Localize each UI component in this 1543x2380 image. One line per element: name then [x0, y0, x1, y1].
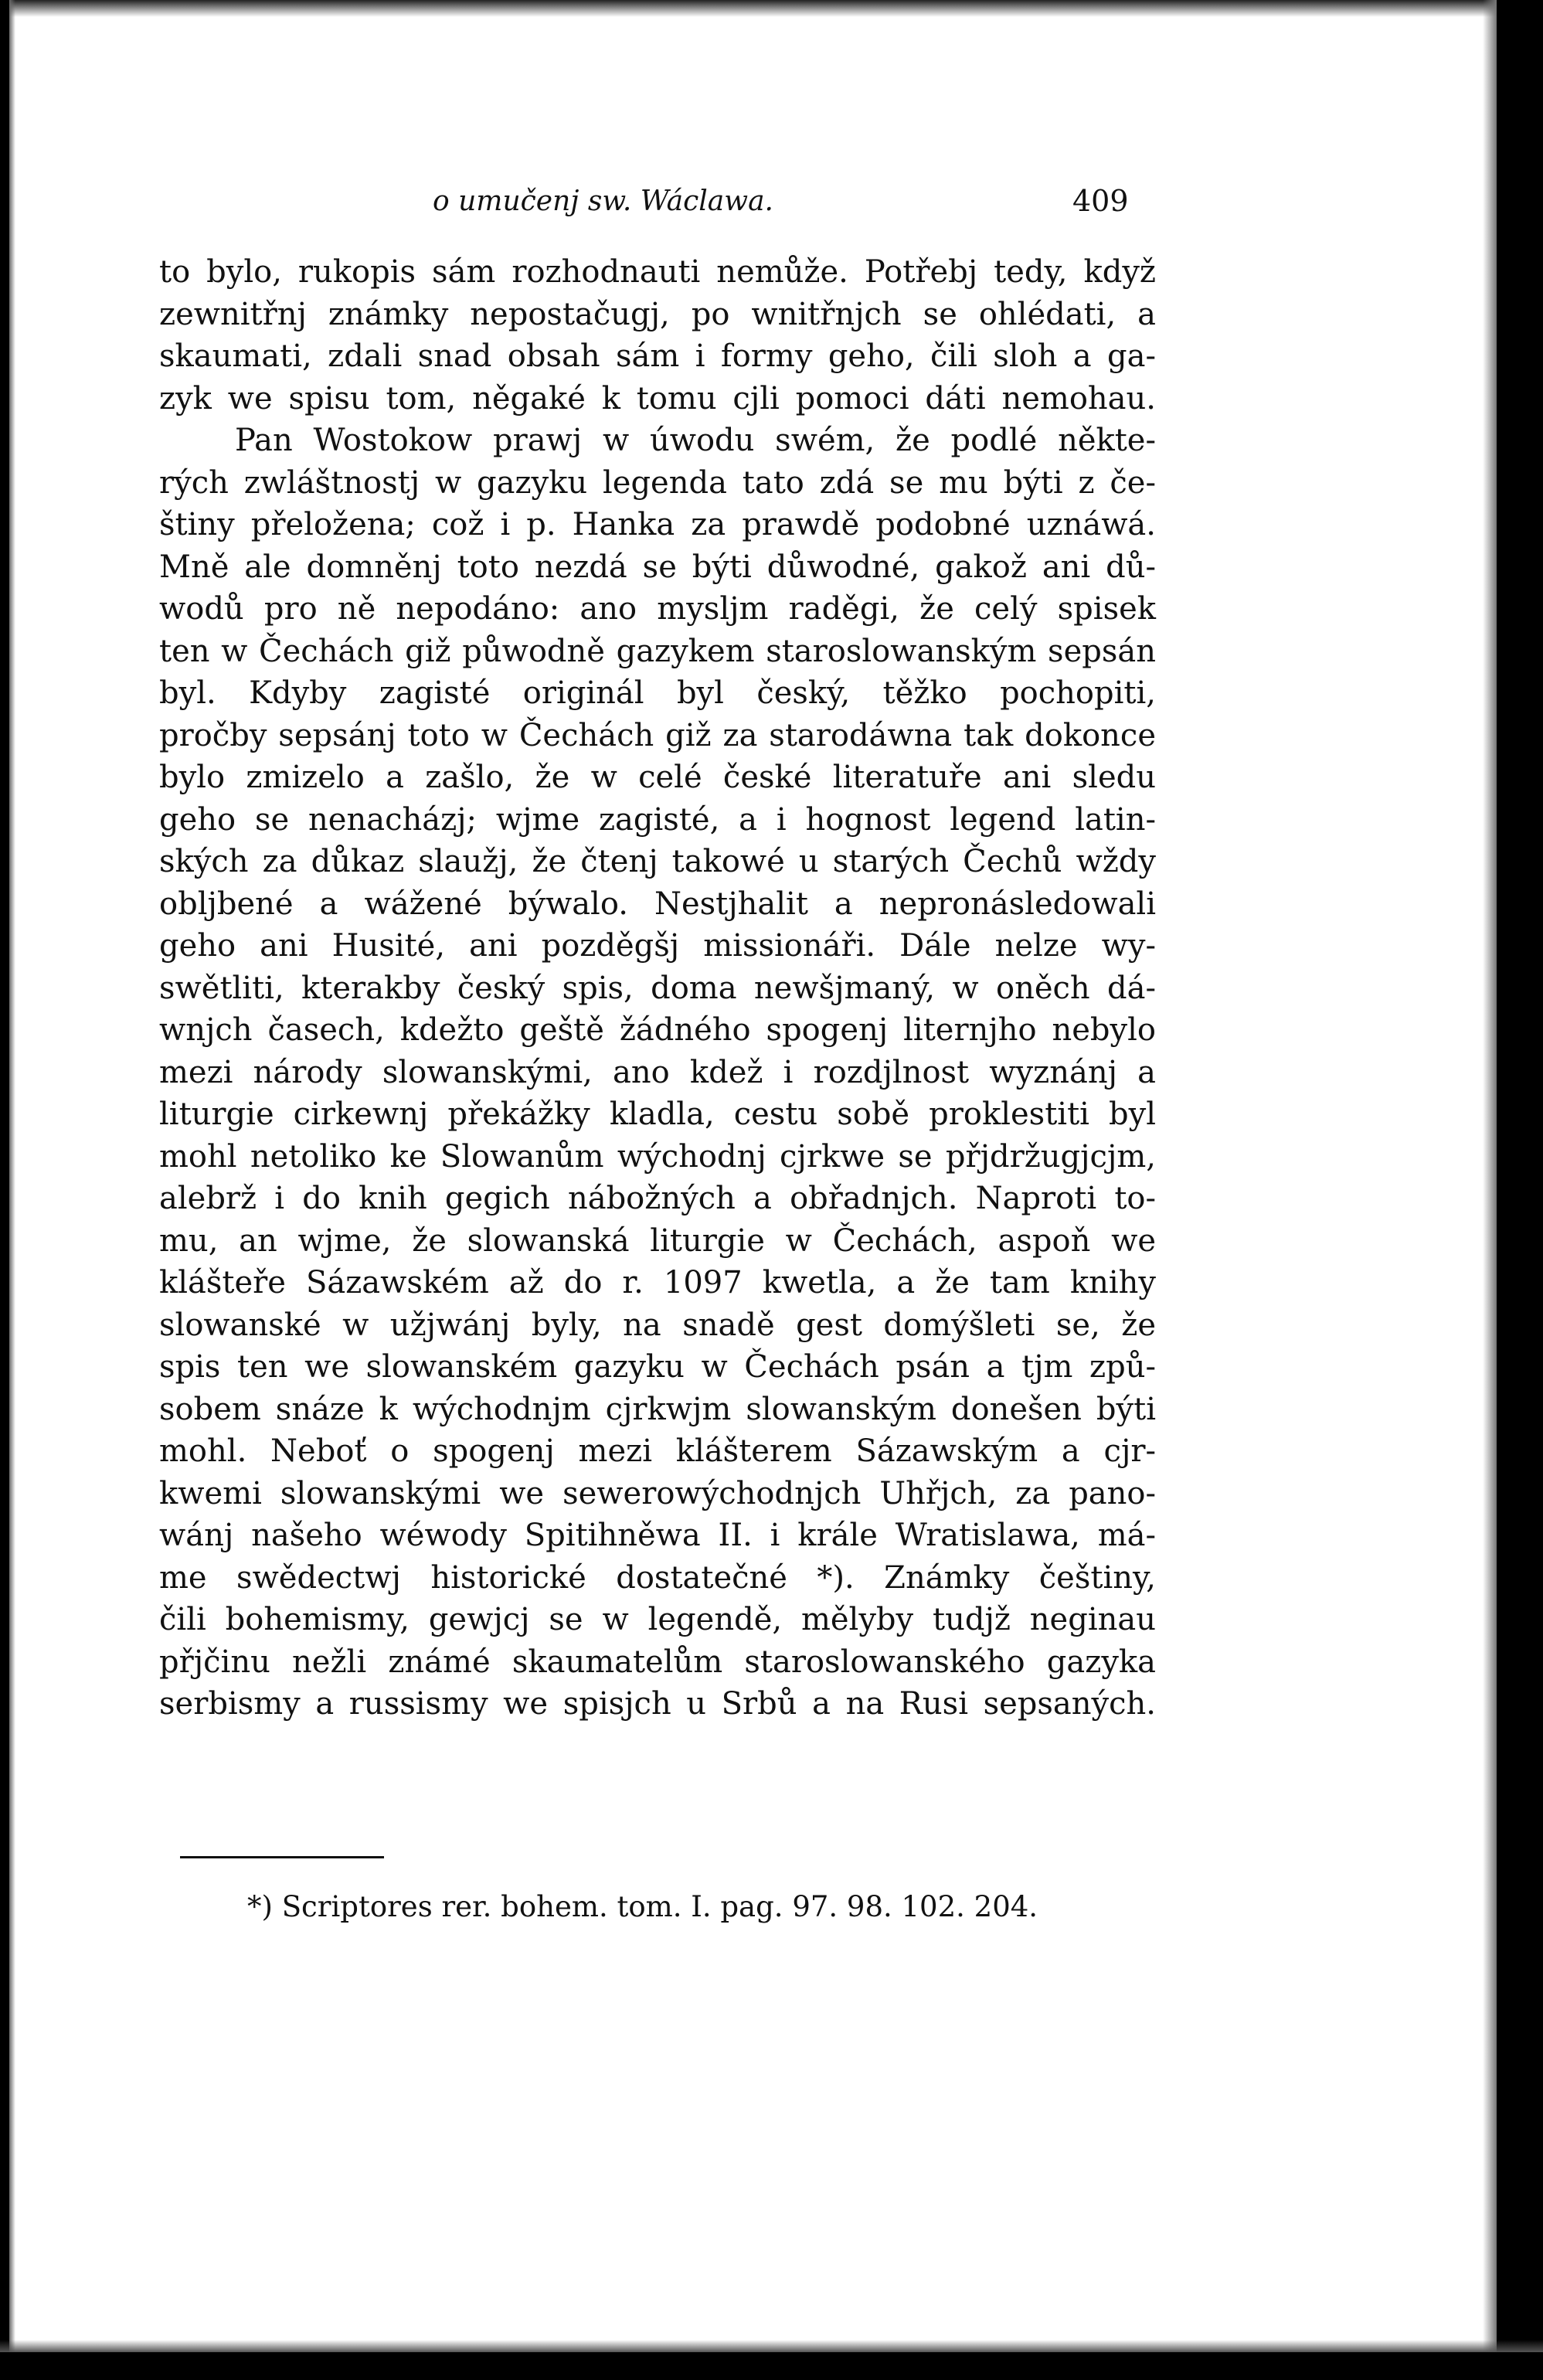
text-line: liturgie cirkewnj překážky kladla, cestu sobě proklestiti byl: [159, 1096, 1156, 1132]
text-line: geho ani Husité, ani pozděgšj missionáři. Dále nelze wy-: [159, 928, 1156, 964]
text-line: alebrž i do knih gegich nábožných a obřadnjch. Naproti to-: [159, 1181, 1156, 1216]
text-line: oblјbené a wážené býwalo. Nestjhalit a nepronásledowali: [159, 886, 1156, 922]
scan-right-edge: [1497, 0, 1543, 2380]
text-line: bylo zmizelo a zašlo, že w celé české literatuře ani sledu: [159, 760, 1156, 795]
text-line: rých zwláštnostj w gazyku legenda tato zdá se mu býti z če-: [159, 464, 1156, 501]
text-line: ten w Čechách giž půwodně gazykem staroslowanským sepsán: [159, 633, 1156, 669]
text-line: mohl netoliko ke Slowanům wýchodnj cjrkwe se přjdržugjcjm,: [159, 1138, 1156, 1175]
text-line: slowanské w užjwánj byly, na snadě gest domýšleti se, že: [159, 1307, 1156, 1343]
text-line: byl. Kdyby zagisté originál byl český, těžko pochopiti,: [159, 675, 1156, 711]
scan-right-shadow: [1483, 0, 1497, 2380]
running-header-title: o umučenj sw. Wáclawa.: [433, 185, 773, 217]
text-line: klášteře Sázawském až do r. 1097 kwetla, a že tam knihy: [159, 1265, 1156, 1300]
text-line: wnjch časech, kdežto geště žádného spogenj liternjho nebylo: [159, 1012, 1156, 1048]
text-line: mohl. Neboť o spogenj mezi klášterem Sázawským a cjr-: [159, 1433, 1156, 1469]
scan-top-edge: [0, 0, 1543, 17]
text-line: swětliti, kterakby český spis, doma newšjmaný, w oněch dá-: [159, 970, 1156, 1006]
text-line: wánj našeho wéwody Spitihněwa II. i krále Wratislawa, má-: [159, 1518, 1156, 1553]
text-line: me swědectwj historické dostatečné *). Známky češtiny,: [159, 1559, 1156, 1596]
footnote-rule: [180, 1856, 384, 1858]
scan-left-edge: [0, 0, 9, 2380]
text-line: kwemi slowanskými we sewerowýchodnjch Uhřjch, za pano-: [159, 1475, 1156, 1511]
text-line: zewnitřnj známky nepostačugj, po wnitřnjch se ohlédati, a: [159, 296, 1156, 332]
text-line: skaumati, zdali snad obsah sám i formy geho, čili sloh a ga-: [159, 338, 1156, 374]
text-line: mu, an wjme, že slowanská liturgie w Čechách, aspoň we: [159, 1222, 1156, 1259]
text-line: ských za důkaz slaužj, že čtenj takowé u starých Čechů wždy: [159, 844, 1156, 879]
footnote: *) Scriptores rer. bohem. tom. I. pag. 97. 98. 102. 204.: [247, 1890, 1038, 1923]
text-line: geho se nenacházj; wjme zagisté, a i hognost legend latin-: [159, 801, 1156, 838]
text-line: sobem snáze k wýchodnjm cjrkwjm slowanským donešen býti: [159, 1391, 1156, 1427]
scan-bottom-edge: [0, 2352, 1543, 2380]
text-line: přjčinu nežli známé skaumatelům staroslowanského gazyka: [159, 1644, 1156, 1680]
text-line: čili bohemismy, gewjcj se w legendě, mělyby tudjž neginau: [159, 1602, 1156, 1637]
text-line: wodů pro ně nepodáno: ano myslјm raděgi, že celý spisek: [159, 591, 1156, 627]
text-line: mezi národy slowanskými, ano kdež i rozdjlnost wyznánj a: [159, 1054, 1156, 1090]
text-line: štiny přeložena; což i p. Hanka za prawdě podobné uznáwá.: [159, 507, 1156, 542]
text-line: Pan Wostokow prawj w úwodu swém, že podlé někte-: [235, 423, 1156, 458]
body-text: [159, 251, 1156, 1726]
text-line: pročby sepsánj toto w Čechách giž za starodáwna tak dokonce: [159, 717, 1156, 753]
text-line: zyk we spisu tom, něgaké k tomu cjli pomoci dáti nemohau.: [159, 380, 1156, 416]
scan-bottom-shadow: [0, 2340, 1543, 2352]
text-line: to bylo, rukopis sám rozhodnauti nemůže. Potřebj tedy, když: [159, 254, 1156, 290]
text-line: Mně ale domněnj toto nezdá se býti důwodné, gakož ani dů-: [159, 549, 1156, 585]
page-number: 409: [1072, 184, 1129, 218]
text-line: spis ten we slowanském gazyku w Čechách psán a tjm způ-: [159, 1349, 1156, 1385]
scan-left-shadow: [9, 0, 15, 2380]
text-line: serbismy a russismy we spisjch u Srbů a na Rusi sepsaných.: [159, 1686, 1156, 1722]
